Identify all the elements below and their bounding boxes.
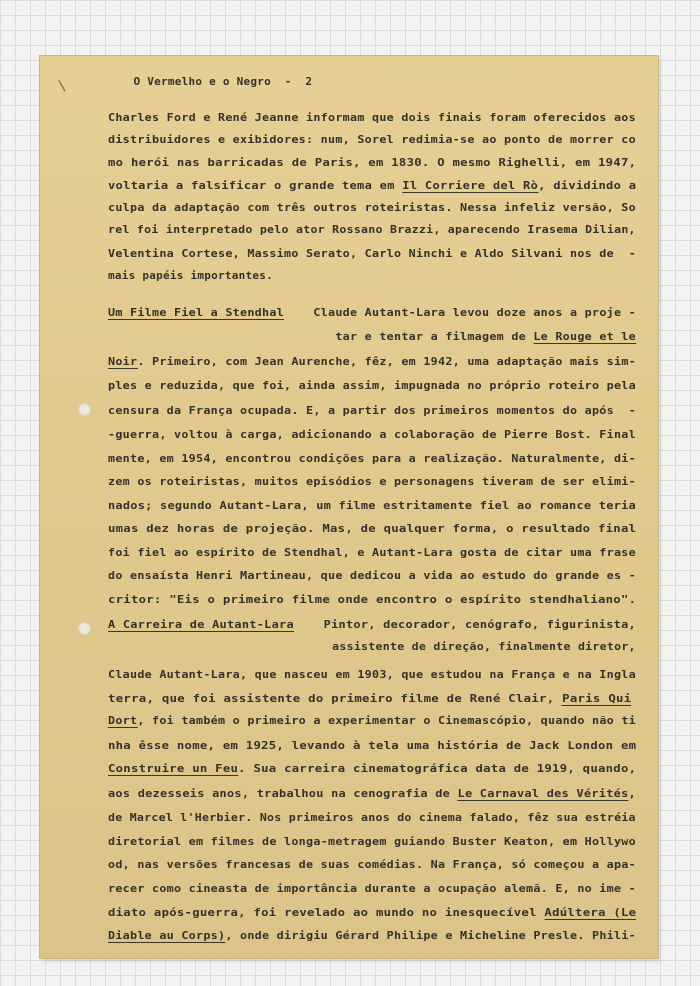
text-segment: od, nas versões francesas de suas comédias. Na França, só começou a apa- — [108, 858, 636, 871]
underlined-title: Le Carnaval des Vérités — [457, 787, 629, 800]
text-line — [108, 739, 636, 752]
text-segment: aos dezesseis anos, trabalhou na cenografia de — [108, 787, 458, 800]
text-line — [108, 787, 636, 800]
text-line — [108, 247, 636, 260]
text-segment: critor: "Eis o primeiro filme onde encontro o espírito stendhaliano". — [108, 593, 637, 606]
underlined-title: A Carreira de Autant-Lara — [108, 618, 294, 631]
text-segment: , — [628, 787, 636, 800]
page-header-title: O Vermelho e o Negro - 2 — [133, 75, 313, 88]
text-line — [108, 133, 636, 146]
text-segment: , foi também o primeiro a experimentar o Cinemascópio, quando não ti — [137, 714, 636, 727]
text-segment: assistente de direção, finalmente diretor, — [108, 640, 636, 653]
text-line — [108, 223, 636, 236]
text-line — [108, 306, 636, 319]
text-segment: nha êsse nome, em 1925, levando à tela uma história de Jack London em — [108, 739, 637, 752]
underlined-title: Diable au Corps) — [108, 929, 226, 942]
text-segment: diato após-guerra, foi revelado ao mundo no inesquecível — [108, 906, 545, 919]
text-segment: ples e reduzida, que foi, ainda assim, impugnada no próprio roteiro pela — [108, 379, 636, 392]
text-segment: mo herói nas barricadas de Paris, em 1830. O mesmo Righelli, em 1947, — [108, 156, 637, 169]
text-segment: Claude Autant-Lara, que nasceu em 1903, que estudou na França e na Ingla — [108, 668, 636, 681]
text-segment: do ensaísta Henri Martineau, que dedicou a vida ao estudo do grande es - — [108, 569, 636, 582]
punch-hole-top — [78, 403, 91, 416]
page-header — [106, 62, 312, 101]
text-segment: recer como cineasta de importância durante a ocupação alemã. E, no ime - — [108, 882, 636, 895]
text-line — [108, 269, 273, 282]
text-segment: , dividindo a — [538, 179, 637, 192]
text-segment: foi fiel ao espírito de Stendhal, e Autant-Lara gosta de citar uma frase — [108, 546, 636, 559]
typewritten-page — [40, 56, 658, 958]
text-line — [108, 428, 636, 441]
text-line — [108, 475, 636, 488]
text-segment: censura da França ocupada. E, a partir dos primeiros momentos do após - — [108, 404, 636, 417]
text-segment: nados; segundo Autant-Lara, um filme estritamente fiel ao romance teria — [108, 499, 636, 512]
text-line — [108, 929, 636, 942]
text-segment: de Marcel l'Herbier. Nos primeiros anos do cinema falado, fêz sua estréia — [108, 811, 636, 824]
text-line — [108, 858, 636, 871]
text-segment: Claude Autant-Lara levou doze anos a proje - — [284, 306, 636, 319]
text-line — [108, 835, 636, 848]
text-line — [108, 156, 636, 169]
text-line — [108, 882, 636, 895]
text-line — [108, 355, 636, 368]
underlined-title: Um Filme Fiel a Stendhal — [108, 306, 285, 319]
text-line — [108, 593, 636, 606]
text-segment: . Primeiro, com Jean Aurenche, fêz, em 1942, uma adaptação mais sim- — [137, 355, 636, 368]
underlined-title: Adúltera (Le — [544, 906, 637, 919]
text-line — [108, 179, 636, 192]
text-segment: . Sua carreira cinematográfica data de 1919, quando, — [238, 762, 637, 775]
text-line — [108, 499, 636, 512]
punch-hole-bottom — [78, 622, 91, 635]
text-line — [108, 404, 636, 417]
text-line — [108, 522, 636, 535]
text-line — [108, 906, 636, 919]
text-line — [108, 618, 636, 631]
text-segment: zem os roteiristas, muitos episódios e personagens tiveram de ser elimi- — [108, 475, 636, 488]
text-line — [108, 692, 631, 705]
text-segment: culpa da adaptação com três outros roteiristas. Nessa infeliz versão, So — [108, 201, 636, 214]
underlined-title: Dort — [108, 714, 138, 727]
text-line — [108, 569, 636, 582]
text-segment: mais papéis importantes. — [108, 269, 273, 282]
text-line — [108, 640, 636, 653]
text-line — [108, 379, 636, 392]
text-segment: Pintor, decorador, cenógrafo, figurinista, — [293, 618, 636, 631]
text-line — [108, 668, 636, 681]
underlined-title: Construire un Feu — [108, 762, 239, 775]
text-segment: voltaria a falsificar o grande tema em — [108, 179, 403, 192]
text-line — [108, 762, 636, 775]
text-segment: umas dez horas de projeção. Mas, de qualquer forma, o resultado final — [108, 522, 637, 535]
underlined-title: Paris Qui — [562, 692, 632, 705]
text-line — [108, 811, 636, 824]
text-segment: distribuidores e exibidores: num, Sorel redimia-se ao ponto de morrer co — [108, 133, 636, 146]
text-line — [108, 111, 636, 124]
text-line — [108, 330, 636, 343]
text-segment: Charles Ford e René Jeanne informam que dois finais foram oferecidos aos — [108, 111, 636, 124]
text-line — [108, 546, 636, 559]
text-line — [108, 714, 636, 727]
text-line — [108, 201, 636, 214]
underlined-title: Noir — [108, 355, 138, 368]
text-line — [108, 452, 636, 465]
text-segment: diretorial em filmes de longa-metragem guiando Buster Keaton, em Hollywo — [108, 835, 636, 848]
text-segment: tar e tentar a filmagem de — [108, 330, 534, 343]
underlined-title: Le Rouge et le — [533, 330, 636, 343]
text-segment: rel foi interpretado pelo ator Rossano Brazzi, aparecendo Irasema Dilian, — [108, 223, 636, 236]
text-segment: -guerra, voltou à carga, adicionando a colaboração de Pierre Bost. Final — [108, 428, 636, 441]
text-segment: mente, em 1954, encontrou condições para a realização. Naturalmente, di- — [108, 452, 636, 465]
underlined-title: Il Corriere del Rò — [402, 179, 539, 192]
text-segment: Velentina Cortese, Massimo Serato, Carlo Ninchi e Aldo Silvani nos de - — [108, 247, 636, 260]
text-segment: , onde dirigiu Gérard Philipe e Micheline Presle. Phili- — [225, 929, 636, 942]
text-segment: terra, que foi assistente do primeiro filme de René Clair, — [108, 692, 563, 705]
pencil-mark: / — [53, 77, 72, 95]
